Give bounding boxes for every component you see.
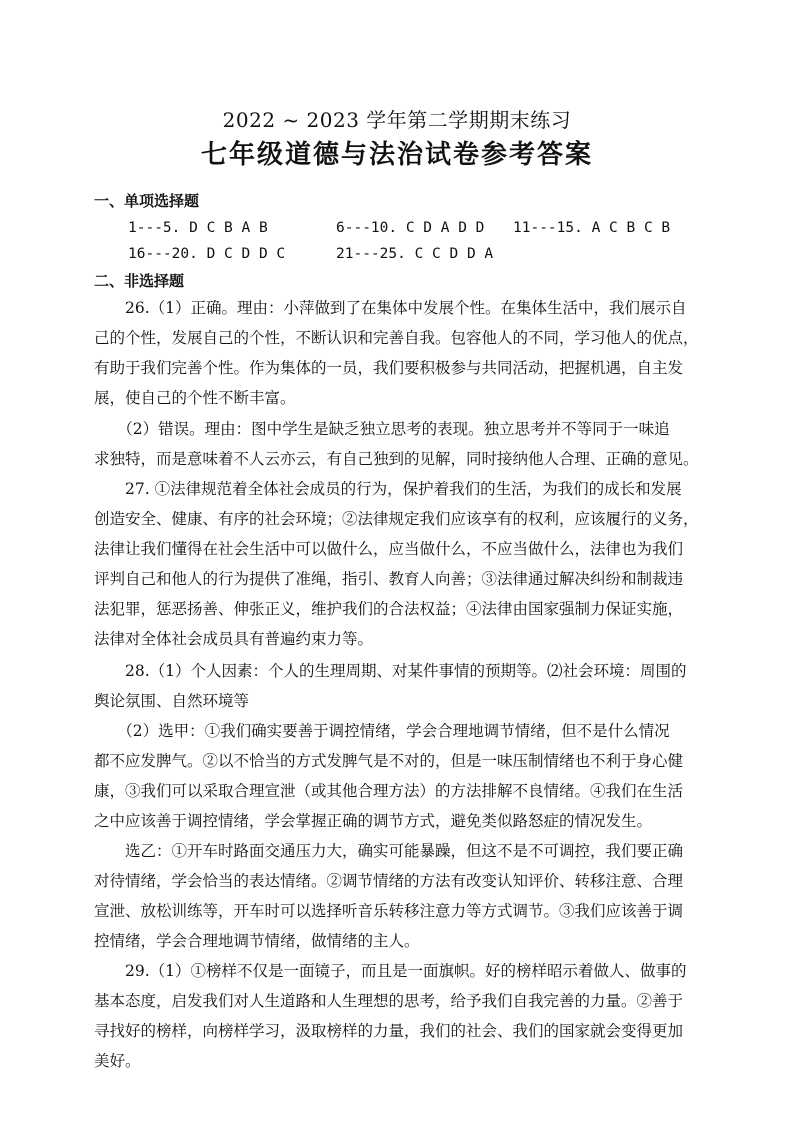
answer-line: 寻找好的榜样，向榜样学习，汲取榜样的力量，我们的社会、我们的国家就会变得更加: [94, 1022, 684, 1040]
answer-line: 对待情绪，学会恰当的表达情绪。②调节情绪的方法有改变认知评价、转移注意、合理: [94, 872, 684, 890]
answer-group-21-25: 21---25. C C D D A: [336, 246, 494, 262]
document-title: 七年级道德与法治试卷参考答案: [200, 140, 593, 170]
answer-line: 有助于我们完善个性。作为集体的一员，我们要积极参与共同活动，把握机遇，自主发: [94, 359, 684, 377]
answer-line: 法律让我们懂得在社会生活中可以做什么，应当做什么，不应当做什么，法律也为我们: [94, 540, 684, 558]
answer-group-6-10: 6---10. C D A D D: [336, 220, 485, 236]
exam-term-title: 2022 ~ 2023 学年第二学期期末练习: [222, 108, 572, 132]
answer-line: 展，使自己的个性不断丰富。: [94, 389, 296, 407]
answer-group-16-20: 16---20. D C D D C: [128, 246, 286, 262]
section-heading-non-choice: 二、非选择题: [94, 272, 185, 290]
answer-line: 己的个性，发展自己的个性，不断认识和完善自我。包容他人的不同，学习他人的优点，: [94, 329, 699, 347]
answer-line: 舆论氛围、自然环境等: [94, 692, 250, 710]
answer-group-1-5: 1---5. D C B A B: [128, 220, 268, 236]
answer-line: 基本态度，启发我们对人生道路和人生理想的思考，给予我们自我完善的力量。②善于: [94, 992, 684, 1010]
section-heading-multiple-choice: 一、单项选择题: [94, 192, 200, 210]
answer-line: （2）错误。理由：图中学生是缺乏独立思考的表现。独立思考并不等同于一味追: [94, 420, 670, 438]
answer-line: 都不应发脾气。②以不恰当的方式发脾气是不对的，但是一味压制情绪也不利于身心健: [94, 752, 684, 770]
answer-line: 26.（1）正确。理由：小萍做到了在集体中发展个性。在集体生活中，我们展示自: [94, 299, 687, 317]
answer-line: 创造安全、健康、有序的社会环境；②法律规定我们应该享有的权利，应该履行的义务，: [94, 510, 699, 528]
answer-line: 评判自己和他人的行为提供了准绳，指引、教育人向善；③法律通过解决纠纷和制裁违: [94, 570, 684, 588]
answer-line: 宣泄、放松训练等，开车时可以选择听音乐转移注意力等方式调节。③我们应该善于调: [94, 902, 684, 920]
answer-line: 美好。: [94, 1052, 141, 1070]
answer-line: 29.（1）①榜样不仅是一面镜子，而且是一面旗帜。好的榜样昭示着做人、做事的: [94, 962, 687, 980]
answer-line: 控情绪，学会合理地调节情绪，做情绪的主人。: [94, 932, 420, 950]
answer-line: （2）选甲：①我们确实要善于调控情绪，学会合理地调节情绪，但不是什么情况: [94, 722, 670, 740]
answer-line: 求独特，而是意味着不人云亦云，有自己独到的见解，同时接纳他人合理、正确的意见。: [94, 450, 699, 468]
answer-line: 之中应该善于调控情绪，学会掌握正确的调节方式，避免类似路怒症的情况发生。: [94, 812, 653, 830]
answer-line: 27. ①法律规范着全体社会成员的行为，保护着我们的生活，为我们的成长和发展: [94, 480, 682, 498]
answer-line: 康，③我们可以采取合理宣泄（或其他合理方法）的方法排解不良情绪。④我们在生活: [94, 782, 684, 800]
answer-line: 28.（1）个人因素：个人的生理周期、对某件事情的预期等。⑵社会环境：周围的: [94, 662, 687, 680]
answer-line: 法犯罪，惩恶扬善、伸张正义，维护我们的合法权益；④法律由国家强制力保证实施，: [94, 600, 684, 618]
answer-line: 法律对全体社会成员具有普遍约束力等。: [94, 630, 374, 648]
answer-line: 选乙：①开车时路面交通压力大，确实可能暴躁，但这不是不可调控，我们要正确: [94, 842, 684, 860]
answer-group-11-15: 11---15. A C B C B: [513, 220, 671, 236]
